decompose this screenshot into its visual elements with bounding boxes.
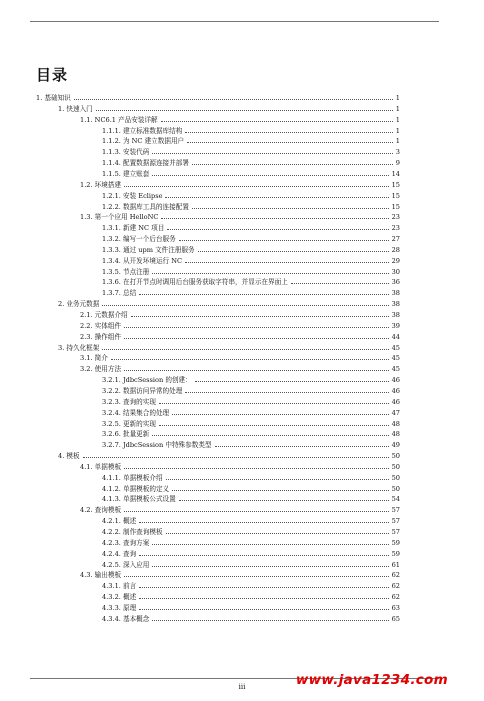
toc-entry[interactable] (102, 526, 400, 536)
toc-entry-title: 1.3. 第一个应用 HelloNC (80, 213, 159, 222)
toc-leader-dots (215, 446, 389, 447)
toc-entry-page: 62 (391, 571, 400, 580)
toc-entry-page: 54 (391, 495, 400, 504)
toc-entry-title: 4.1.1. 单据模板介绍 (102, 473, 163, 482)
toc-entry-page: 63 (391, 603, 400, 612)
toc-entry-title: 1.1.4. 配置数据源连接并部署 (102, 159, 189, 168)
toc-leader-dots (152, 566, 388, 567)
toc-entry[interactable] (102, 591, 400, 601)
toc-entry-page: 61 (391, 560, 400, 569)
toc-entry-title: 1.1.1. 建立标准数据库结构 (102, 126, 183, 135)
page-number: iii (238, 683, 246, 691)
toc-entry[interactable] (80, 320, 400, 330)
toc-leader-dots (159, 403, 389, 404)
toc-leader-dots (124, 186, 389, 187)
toc-entry-title: 4.3.1. 前言 (102, 582, 137, 591)
toc-leader-dots (172, 414, 388, 415)
toc-entry-page: 45 (391, 354, 400, 363)
toc-entry-page: 39 (391, 321, 400, 330)
toc-entry[interactable] (102, 407, 400, 417)
toc-entry-title: 4.3.3. 原理 (102, 603, 137, 612)
toc-leader-dots (83, 457, 389, 458)
toc-entry-title: 1.3.5. 节点注册 (102, 267, 150, 276)
toc-entry-page: 50 (391, 462, 400, 471)
toc-entry-title: 1. 快速入门 (58, 104, 93, 113)
toc-leader-dots (124, 576, 389, 577)
toc-leader-dots (161, 218, 388, 219)
toc-leader-dots (139, 522, 388, 523)
toc-entry-title: 3.2.3. 查询的实现 (102, 397, 156, 406)
toc-entry-page: 44 (391, 332, 400, 341)
toc-entry-title: 4. 模板 (58, 452, 80, 461)
toc-entry-page: 62 (391, 593, 400, 602)
toc-entry[interactable] (80, 461, 400, 471)
page-title: 目录 (36, 66, 69, 84)
toc-leader-dots (139, 587, 388, 588)
toc-entry-page: 50 (391, 452, 400, 461)
toc-entry-title: 4.2.4. 查询 (102, 549, 137, 558)
toc-leader-dots (192, 208, 389, 209)
toc-entry[interactable] (102, 222, 400, 232)
toc-entry[interactable] (102, 168, 400, 178)
toc-entry-title: 1.2. 环境搭建 (80, 180, 122, 189)
toc-entry-title: 1.1.2. 为 NC 建立数据用户 (102, 137, 185, 146)
toc-entry-page: 38 (391, 311, 400, 319)
toc-entry[interactable] (102, 255, 400, 265)
toc-entry-title: 1.1.3. 安装代码 (102, 148, 150, 157)
toc-entry-title: 1.2.2. 数据库工具的连接配置 (102, 202, 189, 211)
toc-entry[interactable] (102, 385, 400, 395)
toc-entry-title: 4.3.2. 概述 (102, 593, 137, 602)
toc-leader-dots (124, 468, 389, 469)
toc-leader-dots (139, 294, 388, 295)
toc-entry-page: 47 (391, 408, 400, 417)
toc-entry[interactable] (80, 504, 400, 514)
toc-entry[interactable] (102, 233, 400, 243)
toc-entry[interactable] (102, 190, 400, 200)
toc-entry-page: 46 (391, 397, 400, 406)
toc-leader-dots (124, 327, 389, 328)
toc-entry[interactable] (102, 374, 400, 384)
toc-leader-dots (102, 349, 388, 350)
toc-entry[interactable] (102, 157, 400, 167)
toc-leader-dots (179, 240, 389, 241)
toc-entry[interactable] (58, 298, 400, 308)
toc-entry[interactable] (102, 396, 400, 406)
toc-entry-title: 4.3.4. 基本概念 (102, 614, 150, 623)
toc-leader-dots (161, 121, 393, 122)
toc-entry-title: 1.1. NC6.1 产品安装详解 (80, 115, 158, 124)
toc-entry-title: 1.3.7. 总结 (102, 289, 137, 298)
toc-entry-title: 1.3.6. 在打开节点时调用后台服务获取字符串，并显示在界面上 (102, 278, 288, 287)
toc-entry-page: 1 (395, 137, 400, 146)
toc-leader-dots (195, 381, 389, 382)
toc-entry-page: 62 (391, 582, 400, 591)
toc-entry-page: 29 (391, 256, 400, 265)
toc-entry-page: 38 (391, 300, 400, 309)
toc-entry[interactable] (102, 483, 400, 493)
toc-entry-page: 1 (395, 94, 400, 102)
toc-entry-title: 2.2. 实体组件 (80, 321, 122, 330)
toc-entry-title: 1. 基础知识 (36, 94, 71, 102)
toc-entry[interactable] (102, 428, 400, 438)
toc-entry-title: 4.3. 输出模板 (80, 571, 122, 580)
toc-entry-page: 1 (395, 115, 400, 124)
toc-entry[interactable] (102, 287, 400, 297)
toc-entry[interactable] (102, 135, 400, 145)
toc-leader-dots (124, 511, 389, 512)
toc-entry[interactable] (102, 559, 400, 569)
toc-entry-title: 3.1. 简介 (80, 354, 108, 363)
toc-entry-page: 59 (391, 549, 400, 558)
toc-entry-page: 14 (391, 169, 400, 178)
toc-entry-page: 15 (391, 202, 400, 211)
toc-entry[interactable] (102, 613, 400, 623)
toc-entry-title: 3.2.4. 结果集合的处理 (102, 408, 170, 417)
toc-entry[interactable] (102, 493, 400, 503)
toc-entry[interactable] (80, 211, 400, 221)
toc-entry[interactable] (58, 103, 400, 113)
toc-entry-page: 46 (391, 376, 400, 385)
toc-entry[interactable] (102, 472, 400, 482)
toc-entry-page: 28 (391, 245, 400, 254)
toc-leader-dots (159, 425, 389, 426)
toc-entry-page: 38 (391, 289, 400, 298)
toc-entry-title: 3.2.6. 批量更新 (102, 430, 150, 439)
toc-entry[interactable] (80, 569, 400, 579)
toc-entry[interactable] (102, 266, 400, 276)
toc-entry[interactable] (102, 125, 400, 135)
toc-entry-page: 27 (391, 235, 400, 244)
toc-entry-title: 4.2.3. 查询方案 (102, 538, 150, 547)
toc-leader-dots (96, 110, 393, 111)
toc-entry-page: 30 (391, 267, 400, 276)
toc-leader-dots (192, 164, 393, 165)
toc-entry-title: 4.2.2. 制作查询模板 (102, 528, 163, 536)
toc-entry[interactable] (80, 352, 400, 362)
toc-entry[interactable] (80, 309, 400, 319)
toc-leader-dots (139, 609, 388, 610)
toc-leader-dots (166, 533, 389, 534)
toc-leader-dots (124, 338, 389, 339)
toc-entry-title: 4.1.2. 单据模板的定义 (102, 484, 170, 493)
toc-entry-title: 3.2.7. JdbcSession 中特殊参数类型 (102, 441, 212, 450)
toc-leader-dots (152, 153, 392, 154)
toc-entry-title: 4.2.1. 概述 (102, 517, 137, 526)
toc-leader-dots (111, 359, 389, 360)
toc-leader-dots (124, 370, 389, 371)
toc-leader-dots (139, 598, 388, 599)
toc-leader-dots (152, 620, 388, 621)
toc-entry-page: 49 (391, 441, 400, 450)
toc-entry-title: 4.1. 单据模板 (80, 462, 122, 471)
toc-entry-page: 45 (391, 343, 400, 352)
toc-entry[interactable] (102, 537, 400, 547)
toc-entry[interactable] (102, 439, 400, 449)
toc-entry[interactable] (102, 515, 400, 525)
toc-entry[interactable] (80, 114, 400, 124)
toc-leader-dots (152, 175, 388, 176)
toc-entry-page: 50 (391, 473, 400, 482)
toc-entry-title: 2.3. 操作组件 (80, 332, 122, 341)
toc-leader-dots (152, 273, 388, 274)
toc-entry[interactable] (80, 179, 400, 189)
toc-leader-dots (179, 500, 389, 501)
toc-leader-dots (167, 229, 388, 230)
toc-entry-title: 3. 持久化框架 (58, 343, 100, 352)
toc-entry-title: 2. 业务元数据 (58, 300, 100, 309)
toc-entry[interactable] (102, 276, 400, 286)
toc-entry-page: 48 (391, 430, 400, 439)
toc-entry[interactable] (36, 92, 400, 102)
toc-leader-dots (102, 305, 388, 306)
toc-entry-page: 57 (391, 506, 400, 515)
toc-leader-dots (139, 555, 388, 556)
toc-entry-title: 2.1. 元数据介绍 (80, 311, 128, 319)
toc-entry-page: 48 (391, 419, 400, 428)
toc-leader-dots (187, 142, 393, 143)
toc-entry-title: 3.2.2. 数据访问异常的处理 (102, 386, 183, 395)
toc-leader-dots (291, 283, 389, 284)
toc-entry[interactable] (102, 244, 400, 254)
toc-entry-title: 3.2.5. 更新的实现 (102, 419, 156, 428)
toc-entry[interactable] (102, 548, 400, 558)
toc-entry[interactable] (102, 580, 400, 590)
toc-leader-dots (198, 251, 389, 252)
toc-leader-dots (172, 490, 388, 491)
toc-entry-title: 1.1.5. 建立账套 (102, 169, 150, 178)
toc-entry-title: 1.2.1. 安装 Eclipse (102, 191, 163, 200)
toc-entry[interactable] (80, 363, 400, 373)
toc-entry-page: 57 (391, 517, 400, 526)
toc-entry-page: 45 (391, 365, 400, 374)
toc-leader-dots (185, 392, 388, 393)
toc-entry-title: 1.3.3. 通过 upm 文件注册服务 (102, 245, 195, 254)
toc-entry[interactable] (58, 450, 400, 460)
toc-entry-page: 1 (395, 126, 400, 135)
toc-entry[interactable] (58, 342, 400, 352)
toc-entry-title: 1.3.2. 编写一个后台服务 (102, 235, 176, 244)
toc-entry[interactable] (80, 331, 400, 341)
toc-entry-page: 15 (391, 191, 400, 200)
toc-leader-dots (152, 544, 388, 545)
toc-entry-title: 4.2.5. 深入应用 (102, 560, 150, 569)
toc-entry-page: 23 (391, 224, 400, 233)
toc-leader-dots (131, 316, 389, 317)
toc-leader-dots (185, 132, 392, 133)
toc-entry[interactable] (102, 146, 400, 156)
toc-entry-title: 4.2. 查询模板 (80, 506, 122, 515)
toc-leader-dots (166, 479, 389, 480)
toc-leader-dots (185, 262, 389, 263)
toc-leader-dots (74, 99, 393, 100)
toc-entry-title: 3.2. 使用方法 (80, 365, 122, 374)
toc-entry-title: 4.1.3. 单据模板公式设置 (102, 495, 176, 504)
toc-entry-page: 9 (395, 159, 400, 168)
toc-entry[interactable] (102, 201, 400, 211)
watermark: www.java1234.com (295, 672, 448, 688)
toc-entry-page: 50 (391, 484, 400, 493)
toc-entry-title: 1.3.1. 新建 NC 项目 (102, 224, 165, 233)
toc-leader-dots (165, 197, 388, 198)
toc-leader-dots (152, 435, 388, 436)
toc-entry-page: 36 (391, 278, 400, 287)
toc-entry-page: 57 (391, 528, 400, 536)
toc-entry-page: 1 (395, 104, 400, 113)
toc-entry-page: 23 (391, 213, 400, 222)
toc-entry-title: 3.2.1. JdbcSession 的创建： (102, 376, 192, 385)
header-rule (30, 21, 439, 22)
toc-entry-page: 59 (391, 538, 400, 547)
toc-entry[interactable] (102, 602, 400, 612)
toc-entry-title: 1.3.4. 从开发环境运行 NC (102, 256, 183, 265)
toc-entry[interactable] (102, 418, 400, 428)
toc-entry-page: 15 (391, 180, 400, 189)
toc-entry-page: 3 (395, 148, 400, 157)
toc-entry-page: 65 (391, 614, 400, 623)
toc-entry-page: 46 (391, 386, 400, 395)
